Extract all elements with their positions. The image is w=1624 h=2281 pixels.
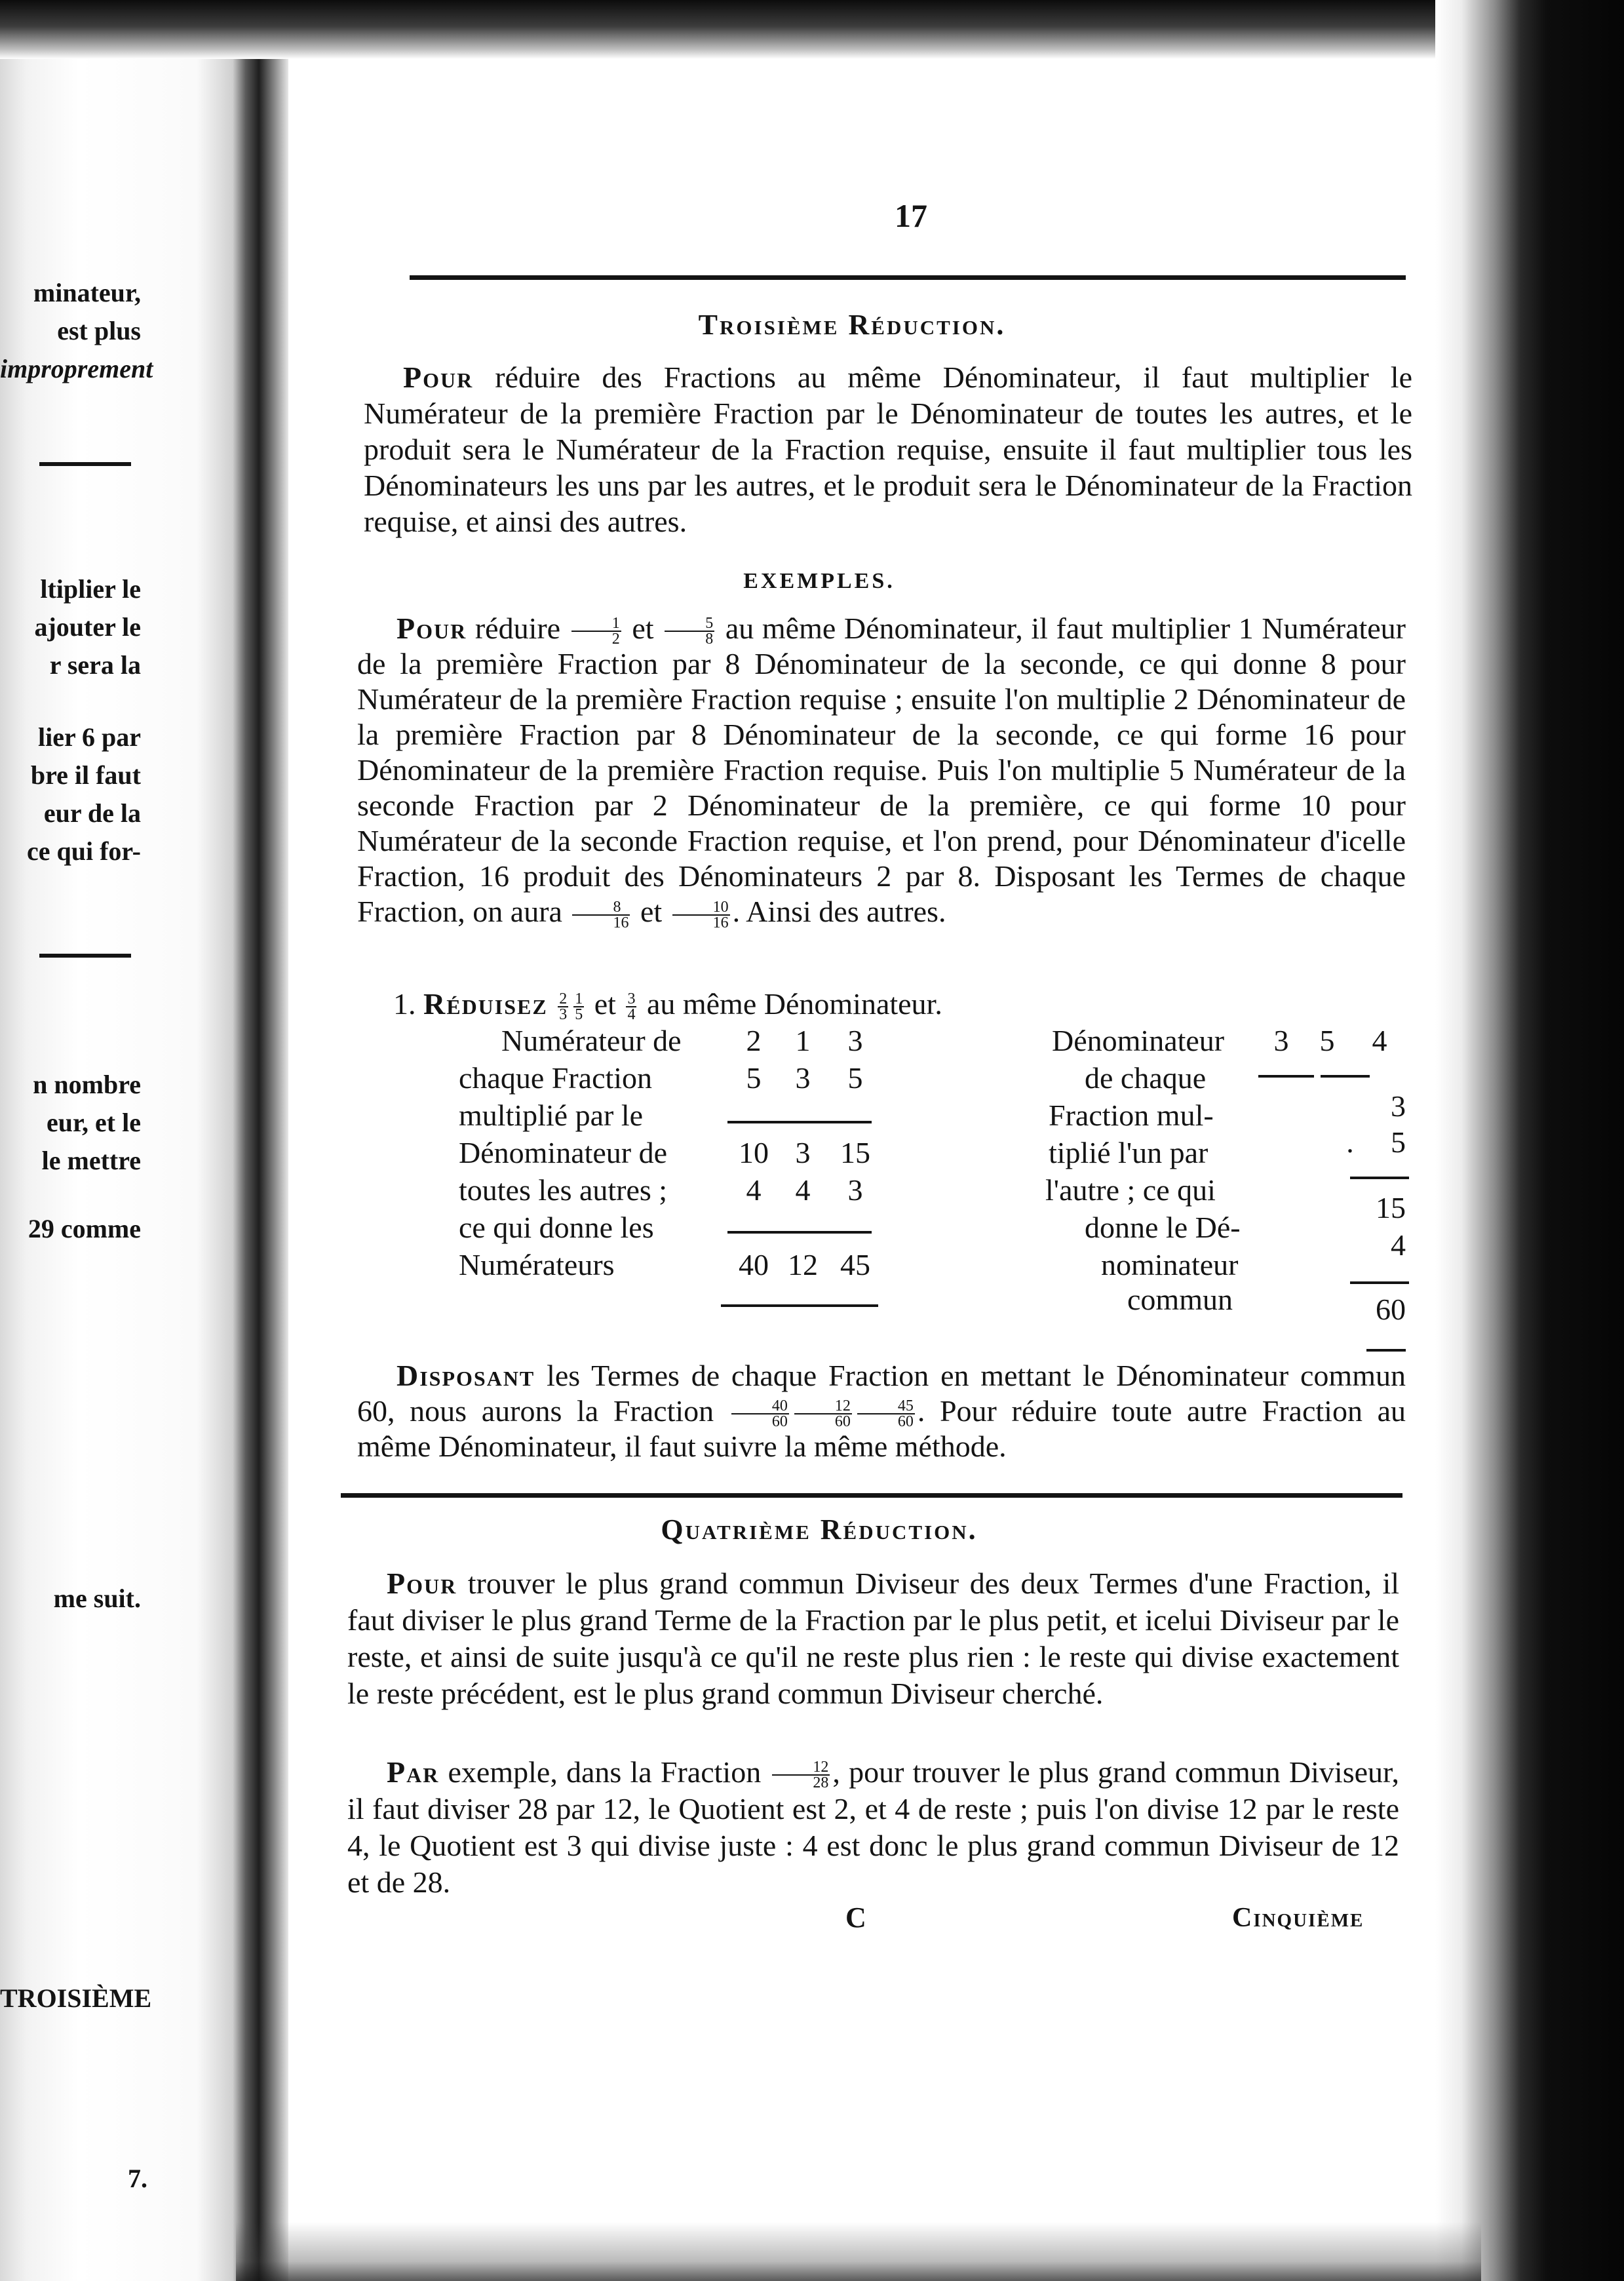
numerator-label: chaque Fraction <box>459 1061 653 1095</box>
fraction-denominator: 2 <box>611 631 620 648</box>
numerator-label: Dénominateur de <box>459 1136 668 1169</box>
example-number: 1. <box>393 987 416 1021</box>
denominator-step: 60 <box>1376 1293 1406 1326</box>
example-text: . Ainsi des autres. <box>732 895 946 929</box>
fraction <box>572 900 630 930</box>
multiplier-cell: 5 <box>746 1061 762 1095</box>
fraction-numerator: 8 <box>572 900 630 916</box>
example-text: et <box>623 612 663 645</box>
conclusion-text: les Termes de chaque Fraction en mettant le Dénominateur commun 60, nous aurons la Fraction <box>357 1359 1406 1428</box>
header-rule <box>410 275 1406 280</box>
multiplier-cell: 3 <box>795 1061 811 1095</box>
left-page-line: le mettre <box>41 1146 141 1175</box>
result-cell: 45 <box>840 1248 870 1281</box>
rule-paragraph <box>364 359 1412 539</box>
drop-word: Pour <box>396 612 467 645</box>
calc-rule <box>727 1231 872 1234</box>
fraction-denominator: 28 <box>813 1774 829 1792</box>
fraction <box>672 900 730 930</box>
left-page-rule <box>39 462 131 466</box>
denominator-label: de chaque <box>1085 1061 1207 1095</box>
example-text: réduire <box>467 612 569 645</box>
fraction-numerator: 2 <box>559 990 568 1008</box>
denominator-label: nominateur <box>1101 1248 1239 1281</box>
right-edge-shadow <box>1435 0 1624 2281</box>
multiplier-cell: 4 <box>795 1173 811 1207</box>
example-text: , pour trouver le plus grand commun Diviseur, il faut diviser 28 par 12, le Quotient est 2, et 4 de reste ; puis l'on divise 12 par le reste 4, le Quotient est 3 qui divise juste : 4 est donc le plus grand commun Diviseur de 12 et de 28. <box>347 1755 1400 1899</box>
example-text: au même Dénominateur, il faut multiplier 1 Numérateur de la première Fraction par 8 Dénominateur de la seconde, ce qui donne 8 pour Numérateur de la première Fraction requise ; ensuite l'on multiplie 2 Dénominateur de la première Fraction par 8 Dénominateur de la seconde, ce qui forme 16 pour Dénominateur de la première Fraction requise. Puis l'on multiplie 5 Numérateur de la seconde Fraction par 2 Dénominateur de la première, ce qui forme 10 pour Numérateur de la seconde Fraction requise, et l'on prend, pour Dénominateur d'icelle Fraction, 16 produit des Dénominateurs 2 par 8. Disposant les Termes de chaque Fraction, on aura <box>357 612 1406 929</box>
fraction-numerator: 40 <box>731 1399 789 1414</box>
denominator-step: 5 <box>1391 1125 1406 1159</box>
left-page-line: eur de la <box>43 798 141 828</box>
left-page-line: n nombre <box>33 1070 141 1099</box>
fraction <box>665 616 714 646</box>
numerator-label: ce qui donne les <box>459 1211 654 1244</box>
denominator-label: Dénominateur <box>1052 1024 1225 1057</box>
fraction-numerator: 45 <box>857 1399 915 1414</box>
multiplier-cell: 3 <box>847 1173 863 1207</box>
conclusion-paragraph <box>357 1358 1406 1464</box>
numerator-label: multiplié par le <box>459 1099 644 1132</box>
denominator-step: 4 <box>1391 1228 1406 1262</box>
example-paragraph <box>357 611 1406 930</box>
page-number: 17 <box>895 197 927 234</box>
left-page-line: eur, et le <box>46 1108 141 1137</box>
left-page-line: lier 6 par <box>37 722 141 752</box>
calc-rule <box>1366 1349 1406 1352</box>
example-paragraph <box>347 1754 1399 1901</box>
fraction <box>772 1760 830 1790</box>
fraction <box>626 992 636 1022</box>
left-page-line: bre il faut <box>30 760 141 790</box>
top-page-edge <box>0 0 1624 59</box>
calc-rule <box>1321 1075 1370 1078</box>
section-rule <box>341 1493 1402 1498</box>
drop-word: Pour <box>387 1567 457 1600</box>
product-cell: 15 <box>840 1136 870 1169</box>
rule-text: réduire des Fractions au même Dénominateur, il faut multiplier le Numérateur de la première Fraction par le Dénominateur de toutes les autres, et le produit sera le Numérateur de la Fraction requise, ensuite il faut multiplier tous les Dénominateurs les uns par les autres, et le produit sera le Dénominateur de la Fraction requise, et ainsi des autres. <box>364 361 1413 538</box>
rule-paragraph <box>347 1565 1399 1712</box>
calc-rule <box>1258 1075 1314 1078</box>
calc-rule <box>721 1304 878 1307</box>
left-page-line: minateur, <box>33 278 141 307</box>
numerator-cell: 2 <box>746 1024 762 1057</box>
multiplier-cell: 5 <box>847 1061 863 1095</box>
numerator-label: Numérateurs <box>459 1248 615 1281</box>
fraction-numerator: 1 <box>571 616 621 632</box>
fraction <box>571 616 621 646</box>
drop-word: Réduisez <box>423 987 548 1021</box>
denominator-label: donne le Dé- <box>1085 1211 1241 1244</box>
left-page-rule <box>39 954 131 958</box>
fraction-denominator: 16 <box>613 914 629 931</box>
fraction-denominator: 3 <box>559 1006 568 1024</box>
left-page-line: TROISIÈME <box>0 1983 152 2013</box>
denominator-step: 15 <box>1376 1191 1406 1224</box>
drop-word: Disposant <box>396 1359 535 1392</box>
example-text: et <box>587 987 624 1021</box>
fraction <box>573 992 584 1022</box>
example-text: et <box>632 895 670 929</box>
fraction-denominator: 60 <box>771 1413 788 1431</box>
drop-word: Par <box>387 1755 440 1789</box>
calc-rule <box>1350 1281 1409 1284</box>
example-text: exemple, dans la Fraction <box>439 1755 770 1789</box>
left-page-line: me suit. <box>53 1584 141 1613</box>
fraction-numerator: 10 <box>672 900 730 916</box>
fraction <box>794 1399 852 1429</box>
fraction-denominator: 16 <box>712 914 729 931</box>
calc-rule <box>727 1121 872 1123</box>
catchword: Cinquième <box>1232 1903 1364 1933</box>
drop-word: Pour <box>403 361 474 394</box>
fraction-denominator: 60 <box>834 1413 851 1431</box>
signature-mark: C <box>845 1901 866 1934</box>
bottom-edge-shadow <box>236 2222 1481 2281</box>
numerator-label: Numérateur de <box>501 1024 682 1057</box>
fraction-numerator: 5 <box>665 616 714 632</box>
denominator-cell: 5 <box>1319 1024 1335 1057</box>
fraction <box>558 992 568 1022</box>
example-text: au même Dénominateur. <box>639 987 942 1021</box>
worked-example-title <box>393 986 942 1022</box>
numerator-cell: 3 <box>847 1024 863 1057</box>
left-page-line: 29 comme <box>28 1214 141 1243</box>
fraction-numerator: 12 <box>772 1760 830 1776</box>
section-heading: Quatrième Réduction. <box>661 1513 978 1546</box>
corner-mark: 7. <box>128 2164 147 2193</box>
numerator-label: toutes les autres ; <box>459 1173 668 1207</box>
section-heading: Troisième Réduction. <box>698 309 1006 341</box>
numerator-cell: 1 <box>795 1024 811 1057</box>
left-page-line: ajouter le <box>34 612 141 642</box>
left-page-line: ce qui for- <box>26 836 141 866</box>
denominator-label: commun <box>1127 1283 1233 1316</box>
fraction <box>731 1399 789 1429</box>
fraction <box>857 1399 915 1429</box>
rule-text: trouver le plus grand commun Diviseur des deux Termes d'une Fraction, il faut diviser le plus grand Terme de la Fraction par le plus petit, et icelui Diviseur par le reste, et ainsi de suite jusqu'à ce qu'il ne reste plus rien : le reste qui divise exactement le reste précédent, est le plus grand commun Diviseur cherché. <box>347 1567 1399 1710</box>
denominator-label: Fraction mul- <box>1049 1099 1214 1132</box>
denominator-cell: 3 <box>1273 1024 1289 1057</box>
fraction-numerator: 12 <box>794 1399 852 1414</box>
fraction-numerator: 3 <box>627 990 636 1008</box>
multiplier-cell: 4 <box>746 1173 762 1207</box>
left-page-line: est plus <box>57 316 141 345</box>
fraction-numerator: 1 <box>575 990 583 1008</box>
result-cell: 12 <box>788 1248 818 1281</box>
fraction-denominator: 60 <box>897 1413 914 1431</box>
conclusion-text: . Pour réduire toute autre Fraction au même Dénominateur, il faut suivre la même méthode. <box>357 1394 1406 1464</box>
fraction-denominator: 5 <box>575 1006 583 1024</box>
denominator-step: 3 <box>1391 1089 1406 1123</box>
dot-mark: . <box>1346 1125 1354 1159</box>
denominator-label: l'autre ; ce qui <box>1045 1173 1216 1207</box>
fraction-denominator: 8 <box>705 631 714 648</box>
result-cell: 40 <box>739 1248 769 1281</box>
fraction-denominator: 4 <box>627 1006 636 1024</box>
calc-rule <box>1350 1177 1409 1179</box>
left-page-line: r sera la <box>49 650 141 680</box>
product-cell: 3 <box>795 1136 811 1169</box>
examples-heading: EXEMPLES. <box>743 569 895 593</box>
product-cell: 10 <box>739 1136 769 1169</box>
left-page-line: improprement <box>0 354 153 383</box>
denominator-cell: 4 <box>1372 1024 1387 1057</box>
denominator-label: tiplié l'un par <box>1049 1136 1208 1169</box>
left-page-line: ltiplier le <box>40 574 141 604</box>
